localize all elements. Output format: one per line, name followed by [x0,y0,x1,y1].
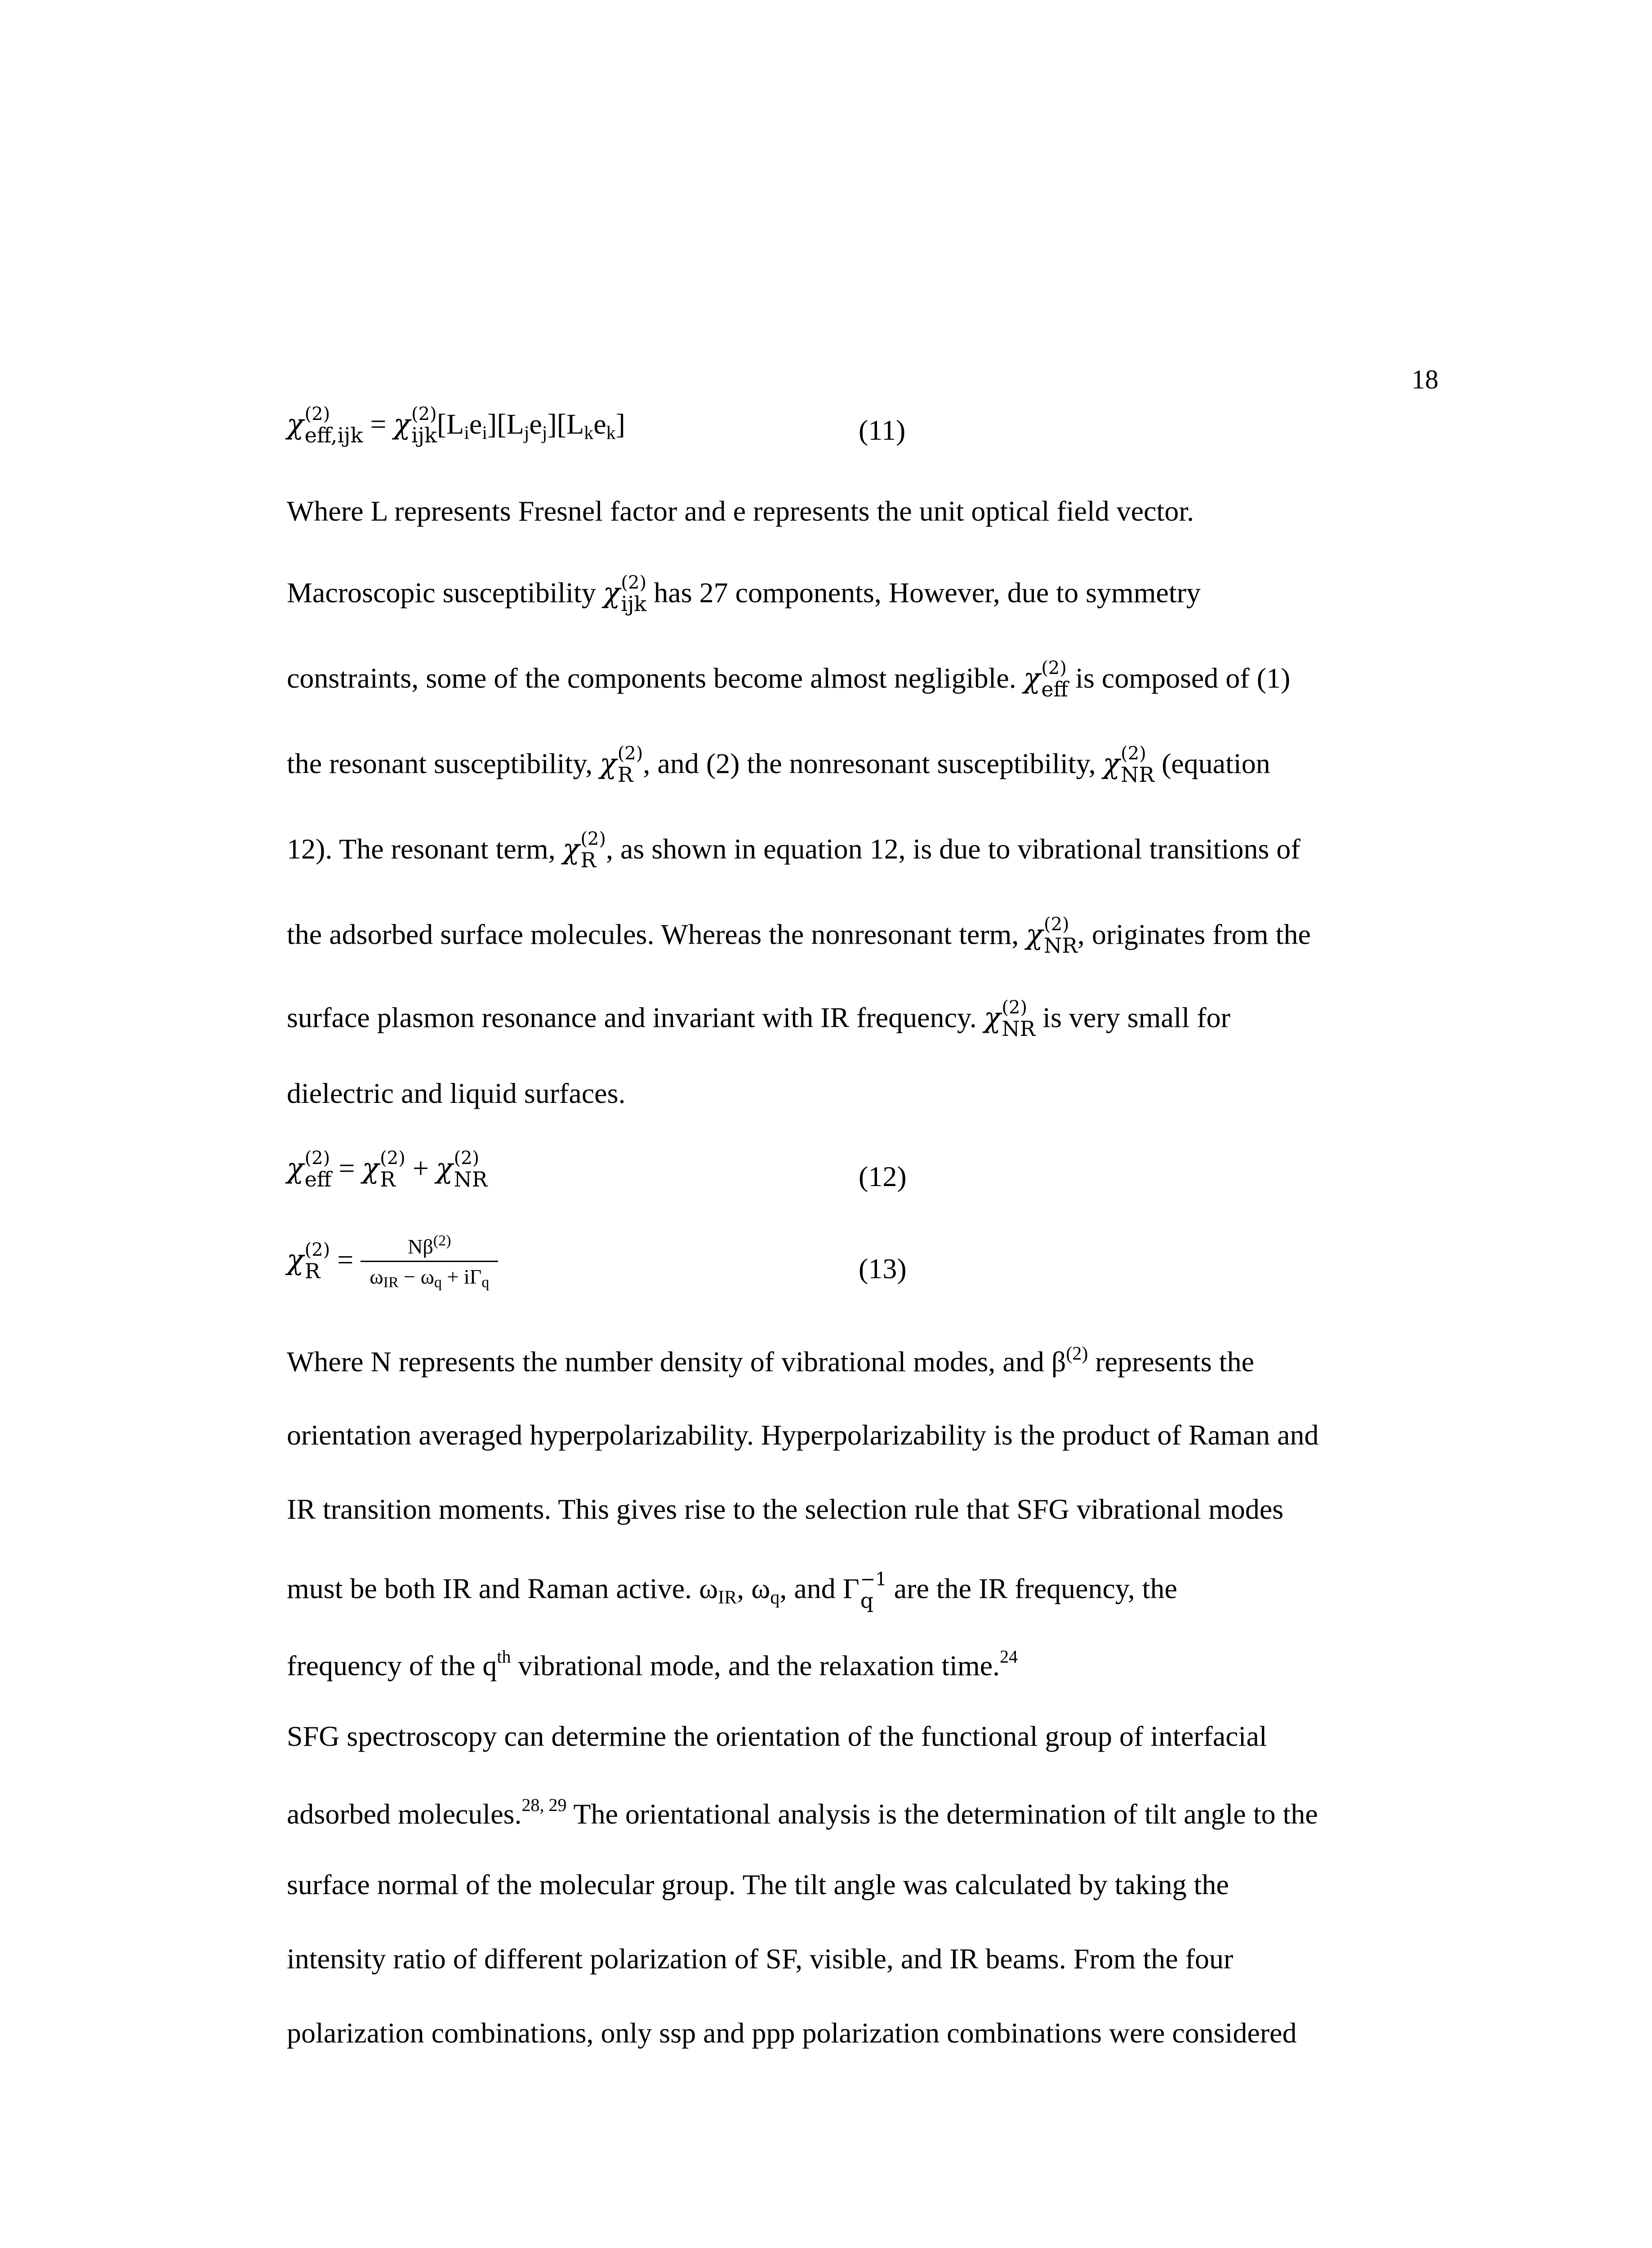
equation-12: χ (2) eff = χ (2) R + χ (2) NR [287,1148,488,1191]
text-line: surface normal of the molecular group. The tilt angle was calculated by taking the [287,1869,1229,1900]
text-line: Where L represents Fresnel factor and e represents the unit optical field vector. [287,495,1194,527]
citation: 24 [1000,1646,1018,1667]
equation-number-12: (12) [859,1160,907,1192]
text-line: SFG spectroscopy can determine the orientation of the functional group of interfacial [287,1720,1267,1752]
text-line: 12). The resonant term, χ (2) R , as shown in equation 12, is due to vibrational transitions of [287,829,1300,872]
text-line: dielectric and liquid surfaces. [287,1077,626,1109]
equation-number-13: (13) [859,1253,907,1285]
text-line: surface plasmon resonance and invariant with IR frequency. χ (2) NR is very small for [287,997,1230,1041]
text-line: the adsorbed surface molecules. Whereas the nonresonant term, χ (2) NR , originates from the [287,914,1311,958]
text-line: the resonant susceptibility, χ (2) R , and (2) the nonresonant susceptibility, χ (2) NR (equation [287,743,1270,787]
text-line: polarization combinations, only ssp and ppp polarization combinations were considered [287,2017,1297,2049]
page-number: 18 [1412,365,1438,394]
text-line: frequency of the q$^{th}$ vibrational mode, and the relaxation time.$^{24}$ [287,1646,1018,1682]
text-line: adsorbed molecules.$^{28, 29}$ The orientational analysis is the determination of tilt angle to the [287,1795,1318,1830]
text-line: orientation averaged hyperpolarizability. Hyperpolarizability is the product of Raman and [287,1419,1319,1451]
equation-11: χ (2) eff,ijk = χ (2) ijk [Liei][Ljej][Lkek] [287,404,625,447]
text-line: intensity ratio of different polarization of SF, visible, and IR beams. From the four [287,1943,1233,1975]
text-line: IR transition moments. This gives rise to the selection rule that SFG vibrational modes [287,1493,1284,1525]
text-line: Macroscopic susceptibility χ (2) ijk has 27 components, However, due to symmetry [287,572,1201,616]
equation-13: χ (2) R = $\frac{N\beta^{(2)}}{\text{ωIR − ωq + iΓq}}$ [287,1234,498,1291]
text-line: must be both IR and Raman active. ωIR, ωq, and Γ −1 q are the IR frequency, the [287,1569,1177,1613]
text-line: constraints, some of the components become almost negligible. χ (2) eff is composed of (1) [287,658,1291,701]
fraction: $\frac{N\beta^{(2)}}{\text{ωIR − ωq + iΓq}}$ [361,1233,498,1290]
chi-symbol: χ [287,407,304,441]
text-line: Where N represents the number density of vibrational modes, and $\beta^{(2)}$ represents the [287,1343,1254,1378]
citation: 28, 29 [521,1795,567,1815]
equation-number-11: (11) [859,414,906,446]
